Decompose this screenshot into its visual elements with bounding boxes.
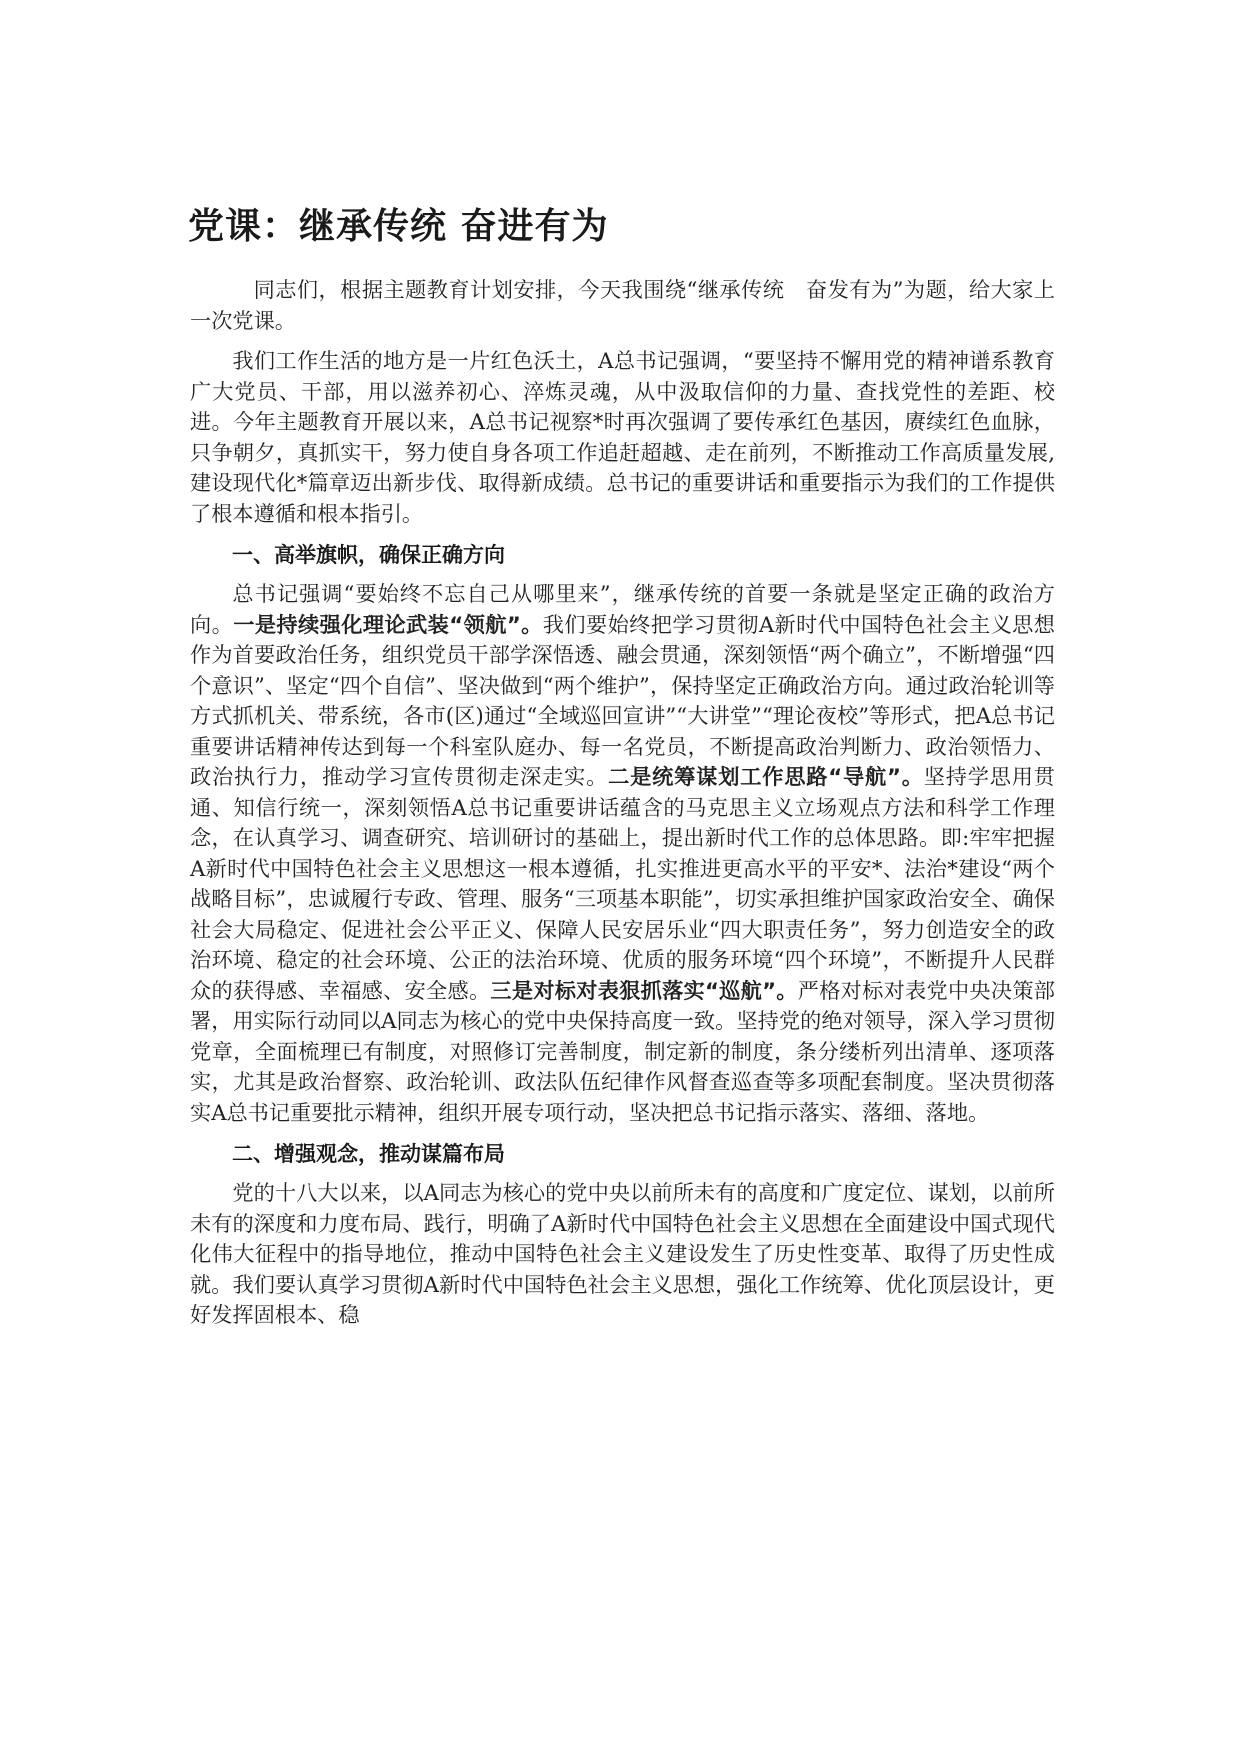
section-1-paragraph <box>190 579 1055 1128</box>
opening-paragraph: 我们工作生活的地方是一片红色沃土，A总书记强调，“要坚持不懈用党的精神谱系教育广大党员、干部，用以滋养初心、淬炼灵魂，从中汲取信仰的力量、查找党性的差距、校进。今年主题教育开展以来，A总书记视察*时再次强调了要传承红色基因，赓续红色血脉，只争朝夕，真抓实干，努力使自身各项工作追赶超越、走在前列，不断推动工作高质量发展,建设现代化*篇章迈出新步伐、取得新成绩。总书记的重要讲话和重要指示为我们的工作提供了根本遵循和根本指引。 <box>190 348 1055 526</box>
point-2-text: 坚持学思用贯通、知信行统一，深刻领悟A总书记重要讲话蕴含的马克思主义立场观点方法和科学工作理念，在认真学习、调查研究、培训研讨的基础上，提出新时代工作的总体思路。即:牢牢把握A新时代中国特色社会主义思想这一根本遵循，扎实推进更高水平的平安*、法治*建设“两个战略目标”，忠诚履行专政、管理、服务“三项基本职能”，切实承担维护国家政治安全、确保社会大局稳定、促进社会公平正义、保障人民安居乐业“四大职责任务”，努力创造安全的政治环境、稳定的社会环境、公正的法治环境、优质的服务环境“四个环境”，不断提升人民群众的获得感、幸福感、安全感。 <box>190 764 1055 1003</box>
section-heading-2: 二、增强观念，推动谋篇布局 <box>232 1142 505 1166</box>
point-1-lead: 一是持续强化理论武装“领航”。 <box>233 611 543 637</box>
document-body <box>190 205 1055 1341</box>
section-heading-1: 一、高举旗帜，确保正确方向 <box>232 543 505 567</box>
intro-paragraph: 同志们，根据主题教育计划安排，今天我围绕“继承传统 奋发有为”为题，给大家上一次党课。 <box>190 277 1055 333</box>
point-3-lead: 三是对标对表狠抓落实“巡航”。 <box>490 977 798 1003</box>
point-3-text: 严格对标对表党中央决策部署，用实际行动同以A同志为核心的党中央保持高度一致。坚持党的绝对领导，深入学习贯彻党章，全面梳理已有制度，对照修订完善制度，制定新的制度，条分缕析列出清单、逐项落实，尤其是政治督察、政治轮训、政法队伍纪律作风督查巡查等多项配套制度。坚决贯彻落实A总书记重要批示精神，组织开展专项行动，坚决把总书记指示落实、落细、落地。 <box>190 977 1055 1125</box>
document-title: 党课：继承传统 奋进有为 <box>188 206 609 247</box>
point-2-lead: 二是统筹谋划工作思路“导航”。 <box>608 764 924 789</box>
point-1-text: 我们要始终把学习贯彻A新时代中国特色社会主义思想作为首要政治任务，组织党员干部学深悟透、融会贯通，深刻领悟“两个确立”，不断增强“四个意识”、坚定“四个自信”、坚决做到“两个维护”，保持坚定正确政治方向。通过政治轮训等方式抓机关、带系统，各市(区)通过“全域巡回宣讲”“大讲堂”“理论夜校”等形式，把A总书记重要讲话精神传达到每一个科室队庭办、每一名党员，不断提高政治判断力、政治领悟力、政治执行力，推动学习宣传贯彻走深走实。 <box>190 611 1055 789</box>
section-1-opening-text: 总书记强调“要始终不忘自己从哪里来”，继承传统的首要一条就是坚定正确的政治方向。 <box>190 581 1055 637</box>
section-2-paragraph: 党的十八大以来，以A同志为核心的党中央以前所未有的高度和广度定位、谋划，以前所未有的深度和力度布局、践行，明确了A新时代中国特色社会主义思想在全面建设中国式现代化伟大征程中的指导地位，推动中国特色社会主义建设发生了历史性变革、取得了历史性成就。我们要认真学习贯彻A新时代中国特色社会主义思想，强化工作统筹、优化顶层设计，更好发挥固根本、稳 <box>190 1180 1055 1327</box>
